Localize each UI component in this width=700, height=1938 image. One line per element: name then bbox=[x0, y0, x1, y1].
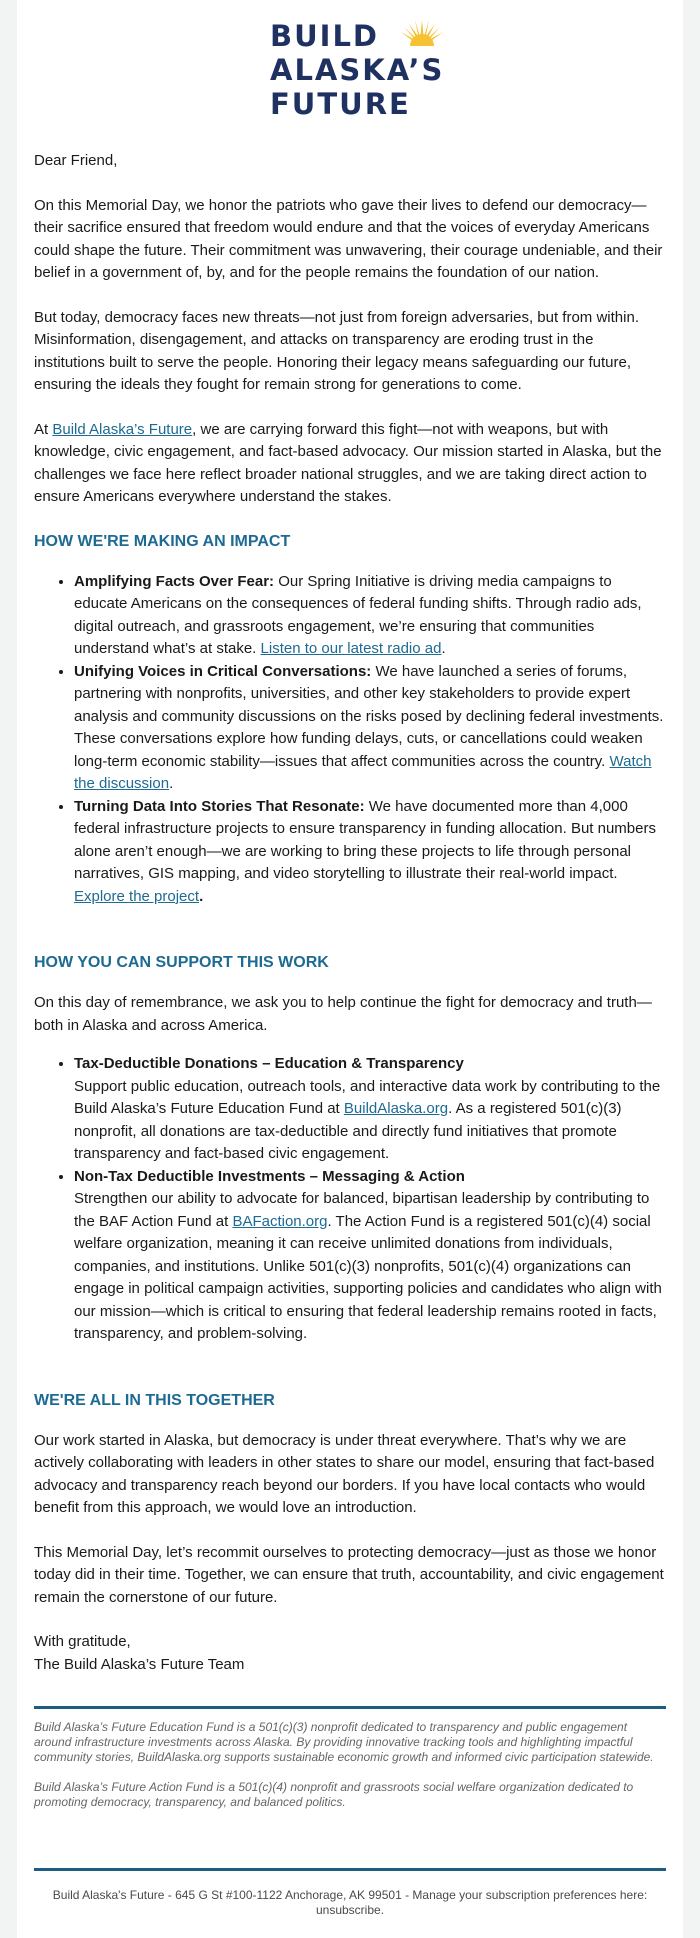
together-paragraph-1: Our work started in Alaska, but democracy is under threat everywhere. That’s why we are actively collaborating with leaders in other states to share our model, ensuring that fact-based advocacy and transparency reach beyond our borders. If you have local contacts who would benefit from this approach, we would love an introduction. bbox=[34, 1431, 655, 1516]
impact-item: • Turning Data Into Stories That Resonate: We have documented more than 4,000 federal infrastructure projects to ensure transparency in funding allocation. But numbers alone aren’t enough—we are working to bring these projects to life through personal narratives, GIS mapping, and video storytelling to illustrate their real-world impact. Explore the project. bbox=[74, 796, 666, 909]
support-intro: On this day of remembrance, we ask you to help continue the fight for democracy and truth—both in Alaska and across America. bbox=[34, 994, 652, 1034]
signature: The Build Alaska’s Future Team bbox=[34, 1655, 245, 1673]
buildalaska-org-link[interactable]: BuildAlaska.org bbox=[343, 1100, 449, 1117]
footer: Build Alaska's Future - 645 G St #100-1122 Anchorage, AK 99501 - Manage your subscription preferences here: unsubscribe. bbox=[52, 1888, 648, 1917]
email-card bbox=[17, 0, 683, 1938]
disclaimer bbox=[34, 1720, 666, 1825]
impact-list bbox=[34, 571, 666, 909]
logo-line-1: BUILD bbox=[270, 19, 379, 53]
unsubscribe-link[interactable]: unsubscribe bbox=[315, 1903, 381, 1917]
support-heading: HOW YOU CAN SUPPORT THIS WORK bbox=[34, 954, 329, 971]
closing: With gratitude, bbox=[34, 1633, 131, 1650]
logo bbox=[270, 14, 460, 124]
email-body bbox=[34, 150, 666, 1698]
sun-icon bbox=[399, 16, 445, 46]
logo-line-3: FUTURE bbox=[270, 87, 411, 121]
impact-item: • Unifying Voices in Critical Conversations: We have launched a series of forums, partnering with nonprofits, universities, and other key stakeholders to provide expert analysis and community discussions on the risks posed by declining federal investments. These conversations explore how funding delays, cuts, or cancellations could weaken long-term economic stability—issues that affect communities across the country. Watch the discussion. bbox=[74, 661, 666, 796]
divider-top bbox=[34, 1706, 666, 1709]
divider-bottom bbox=[34, 1868, 666, 1871]
greeting: Dear Friend, bbox=[34, 152, 118, 169]
signoff bbox=[34, 1631, 666, 1676]
support-list bbox=[34, 1053, 666, 1346]
together-heading: WE'RE ALL IN THIS TOGETHER bbox=[34, 1391, 275, 1409]
intro-paragraph-3: At Build Alaska’s Future, we are carrying forward this fight—not with weapons, but with knowledge, civic engagement, and fact-based advocacy. Our mission started in Alaska, but the challenges we face here reflect broader national struggles, and we are taking direct action to ensure Americans everywhere understand the stakes. bbox=[34, 420, 662, 505]
education-fund-disclaimer: Build Alaska’s Future Education Fund is a 501(c)(3) nonprofit dedicated to transparency and public engagement around infrastructure investments across Alaska. By providing innovative tracking tools and highlighting impactful community stories, BuildAlaska.org supports sustainable economic growth and informed civic participation statewide. bbox=[34, 1720, 654, 1764]
intro-paragraph-1: On this Memorial Day, we honor the patriots who gave their lives to defend our democracy—their sacrifice ensured that freedom would endure and that the voices of everyday Americans could shape the future. Their commitment was unwavering, their courage undeniable, and their belief in a government of, by, and for the people remains the foundation of our nation. bbox=[34, 196, 663, 281]
watch-discussion-link[interactable]: Watch the discussion bbox=[74, 752, 652, 792]
logo-line-2: ALASKA’S bbox=[270, 53, 445, 87]
together-paragraph-2: This Memorial Day, let’s recommit ourselves to protecting democracy—just as those we honor today did in their time. Together, we can ensure that truth, accountability, and civic engagement remain the cornerstone of our future. bbox=[34, 1543, 664, 1606]
action-fund-disclaimer: Build Alaska’s Future Action Fund is a 501(c)(4) nonprofit and grassroots social welfare organization dedicated to promoting democracy, transparency, and balanced politics. bbox=[34, 1780, 634, 1809]
build-alaskas-future-link[interactable]: Build Alaska’s Future bbox=[52, 420, 193, 438]
intro-paragraph-2: But today, democracy faces new threats—not just from foreign adversaries, but from within. Misinformation, disengagement, and attacks on transparency are eroding trust in the institutions built to serve the people. Honoring their legacy means safeguarding our future, ensuring the ideals they fought for remain strong for generations to come. bbox=[34, 308, 639, 393]
impact-item: • Amplifying Facts Over Fear: Our Spring Initiative is driving media campaigns to educate Americans on the consequences of federal funding shifts. Through radio ads, digital outreach, and grassroots engagement, we’re ensuring that communities understand what’s at stake. Listen to our latest radio ad. bbox=[74, 571, 666, 661]
support-item: • Tax-Deductible Donations – Education & Transparency Support public education, outreach tools, and interactive data work by contributing to the Build Alaska’s Future Education Fund at BuildAlaska.org. As a registered 501(c)(3) nonprofit, all donations are tax-deductible and directly fund initiatives that promote transparency and fact-based civic engagement. bbox=[74, 1053, 666, 1166]
impact-heading: HOW WE'RE MAKING AN IMPACT bbox=[34, 532, 291, 550]
bafaction-org-link[interactable]: BAFaction.org bbox=[232, 1212, 328, 1230]
explore-project-link[interactable]: Explore the project bbox=[74, 887, 200, 905]
support-item: • Non-Tax Deductible Investments – Messaging & Action Strengthen our ability to advocate for balanced, bipartisan leadership by contributing to the BAF Action Fund at BAFaction.org. The Action Fund is a registered 501(c)(4) social welfare organization, meaning it can receive unlimited donations from individuals, companies, and institutions. Unlike 501(c)(3) nonprofits, 501(c)(4) organizations can engage in political campaign activities, supporting policies and candidates who align with our mission—which is critical to ensuring that federal leadership remains rooted in facts, transparency, and problem-solving. bbox=[74, 1166, 666, 1346]
radio-ad-link[interactable]: Listen to our latest radio ad bbox=[260, 640, 442, 657]
